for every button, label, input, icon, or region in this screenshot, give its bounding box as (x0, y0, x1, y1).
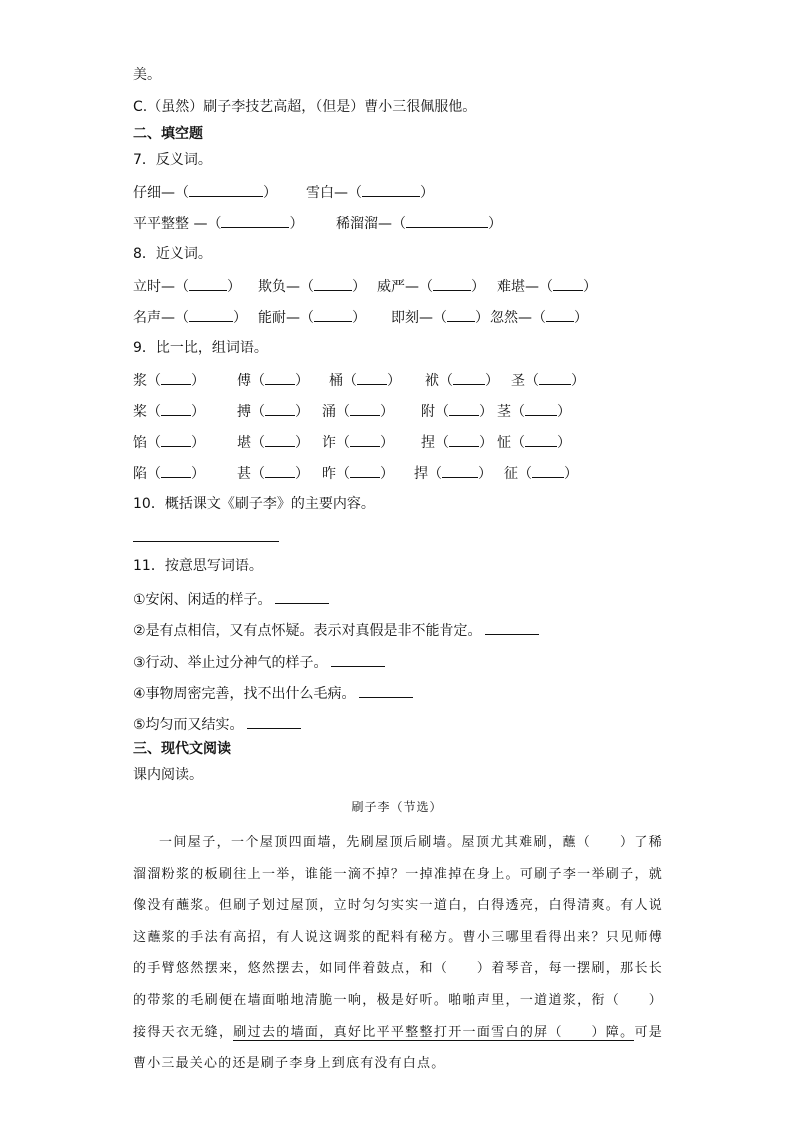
answer-blank[interactable] (442, 463, 478, 478)
answer-blank[interactable] (275, 589, 329, 604)
answer-blank[interactable] (447, 307, 475, 322)
answer-blank[interactable] (314, 276, 352, 291)
word-group-item: 附（ ） (421, 401, 493, 421)
answer-blank[interactable] (406, 213, 488, 228)
synonym-item: 忽然—（ ） (490, 307, 588, 327)
word-group-item: 甚（ ） (237, 463, 309, 483)
synonym-item: 能耐—（ ） (258, 307, 366, 327)
word-group-item: 袱（ ） (425, 370, 499, 390)
answer-blank[interactable] (532, 463, 564, 478)
answer-blank[interactable] (350, 432, 380, 447)
section-heading-fill-blank: 二、填空题 (133, 126, 203, 142)
answer-line[interactable] (133, 541, 279, 542)
answer-blank[interactable] (161, 370, 191, 385)
answer-blank[interactable] (189, 307, 233, 322)
underlined-sentence: 刷过去的墙面，真好比平平整整打开一面雪白的屏（ ）障。 (233, 1024, 635, 1040)
question-9: 9．比一比，组词语。 (133, 340, 268, 356)
answer-blank[interactable] (433, 276, 471, 291)
answer-blank[interactable] (350, 401, 380, 416)
antonym-item: 稀溜溜—（ ） (336, 213, 502, 233)
question-7: 7．反义词。 (133, 152, 212, 168)
answer-blank[interactable] (525, 401, 557, 416)
synonym-item: 即刻—（ ） (391, 307, 489, 327)
synonym-item: 立时—（ ） (133, 276, 241, 296)
passage-text-end: 可是曹小三最关心的还是刷子李身上到底有没有白点。 (133, 1024, 663, 1072)
answer-blank[interactable] (265, 401, 295, 416)
answer-blank[interactable] (357, 370, 387, 385)
definition-item: ③行动、举止过分神气的样子。 (133, 652, 385, 672)
word-group-item: 桶（ ） (329, 370, 401, 390)
answer-blank[interactable] (453, 370, 485, 385)
answer-blank[interactable] (539, 370, 571, 385)
word-group-item: 圣（ ） (511, 370, 585, 390)
answer-blank[interactable] (189, 182, 263, 197)
answer-blank[interactable] (546, 307, 574, 322)
definition-item: ①安闲、闲适的样子。 (133, 589, 329, 609)
answer-blank[interactable] (525, 432, 557, 447)
definition-item: ④事物周密完善，找不出什么毛病。 (133, 683, 413, 703)
word-group-item: 桨（ ） (133, 401, 205, 421)
answer-blank[interactable] (221, 213, 289, 228)
answer-blank[interactable] (449, 401, 479, 416)
word-group-item: 怔（ ） (497, 432, 571, 452)
synonym-item: 难堪—（ ） (497, 276, 597, 296)
answer-blank[interactable] (265, 432, 295, 447)
passage-title: 刷子李（节选） (351, 800, 443, 814)
word-group-item: 征（ ） (504, 463, 578, 483)
definition-item: ②是有点相信，又有点怀疑。表示对真假是非不能肯定。 (133, 620, 539, 640)
definition-item: ⑤均匀而又结实。 (133, 714, 301, 734)
word-group-item: 傅（ ） (237, 370, 309, 390)
answer-blank[interactable] (350, 463, 380, 478)
answer-blank[interactable] (161, 432, 191, 447)
answer-blank[interactable] (265, 370, 295, 385)
section-heading-reading: 三、现代文阅读 (133, 741, 231, 757)
option-c: C.（虽然）刷子李技艺高超，（但是）曹小三很佩服他。 (133, 99, 477, 115)
answer-blank[interactable] (247, 714, 301, 729)
passage-text: 一间屋子，一个屋顶四面墙，先刷屋顶后刷墙。屋顶尤其难刷，蘸（ ）了稀溜溜粉浆的板刷往上一举，谁能一滴不掉？一掉准掉在身上。可刷子李一举刷子，就像没有蘸浆。但刷子划过屋顶，立时匀匀实实一道白，白得透亮，白得清爽。有人说这蘸浆的手法有高招，有人说这调浆的配料有秘方。曹小三哪里看得出来？只见师傅的手臂悠然摆来，悠然摆去，如同伴着鼓点，和（ ）着琴音，每一摆刷，那长长的带浆的毛刷便在墙面啪地清脆一响，极是好听。啪啪声里，一道道浆，衔（ ）接得天衣无缝， (133, 835, 663, 1040)
word-group-item: 陷（ ） (133, 463, 205, 483)
answer-blank[interactable] (449, 432, 479, 447)
answer-blank[interactable] (331, 652, 385, 667)
antonym-item: 雪白—（ ） (306, 182, 434, 202)
answer-blank[interactable] (265, 463, 295, 478)
passage-body (133, 827, 663, 1080)
word-group-item: 堪（ ） (237, 432, 309, 452)
answer-blank[interactable] (314, 307, 352, 322)
word-group-item: 诈（ ） (322, 432, 394, 452)
word-group-item: 馅（ ） (133, 432, 205, 452)
answer-blank[interactable] (359, 683, 413, 698)
synonym-item: 名声—（ ） (133, 307, 247, 327)
word-group-item: 涌（ ） (322, 401, 394, 421)
answer-blank[interactable] (485, 620, 539, 635)
synonym-item: 欺负—（ ） (258, 276, 366, 296)
reading-intro: 课内阅读。 (133, 767, 203, 783)
word-group-item: 浆（ ） (133, 370, 205, 390)
synonym-item: 威严—（ ） (377, 276, 485, 296)
line-fragment: 美。 (133, 67, 161, 83)
answer-blank[interactable] (189, 276, 227, 291)
antonym-item: 仔细—（ ） (133, 182, 277, 202)
answer-blank[interactable] (161, 401, 191, 416)
answer-blank[interactable] (161, 463, 191, 478)
word-group-item: 昨（ ） (322, 463, 394, 483)
question-10: 10．概括课文《刷子李》的主要内容。 (133, 496, 375, 512)
word-group-item: 茎（ ） (497, 401, 571, 421)
question-8: 8．近义词。 (133, 246, 212, 262)
word-group-item: 搏（ ） (237, 401, 309, 421)
antonym-item: 平平整整 —（ ） (133, 213, 303, 233)
answer-blank[interactable] (553, 276, 583, 291)
answer-blank[interactable] (362, 182, 420, 197)
question-11: 11．按意思写词语。 (133, 558, 263, 574)
word-group-item: 捏（ ） (421, 432, 493, 452)
word-group-item: 捍（ ） (414, 463, 492, 483)
